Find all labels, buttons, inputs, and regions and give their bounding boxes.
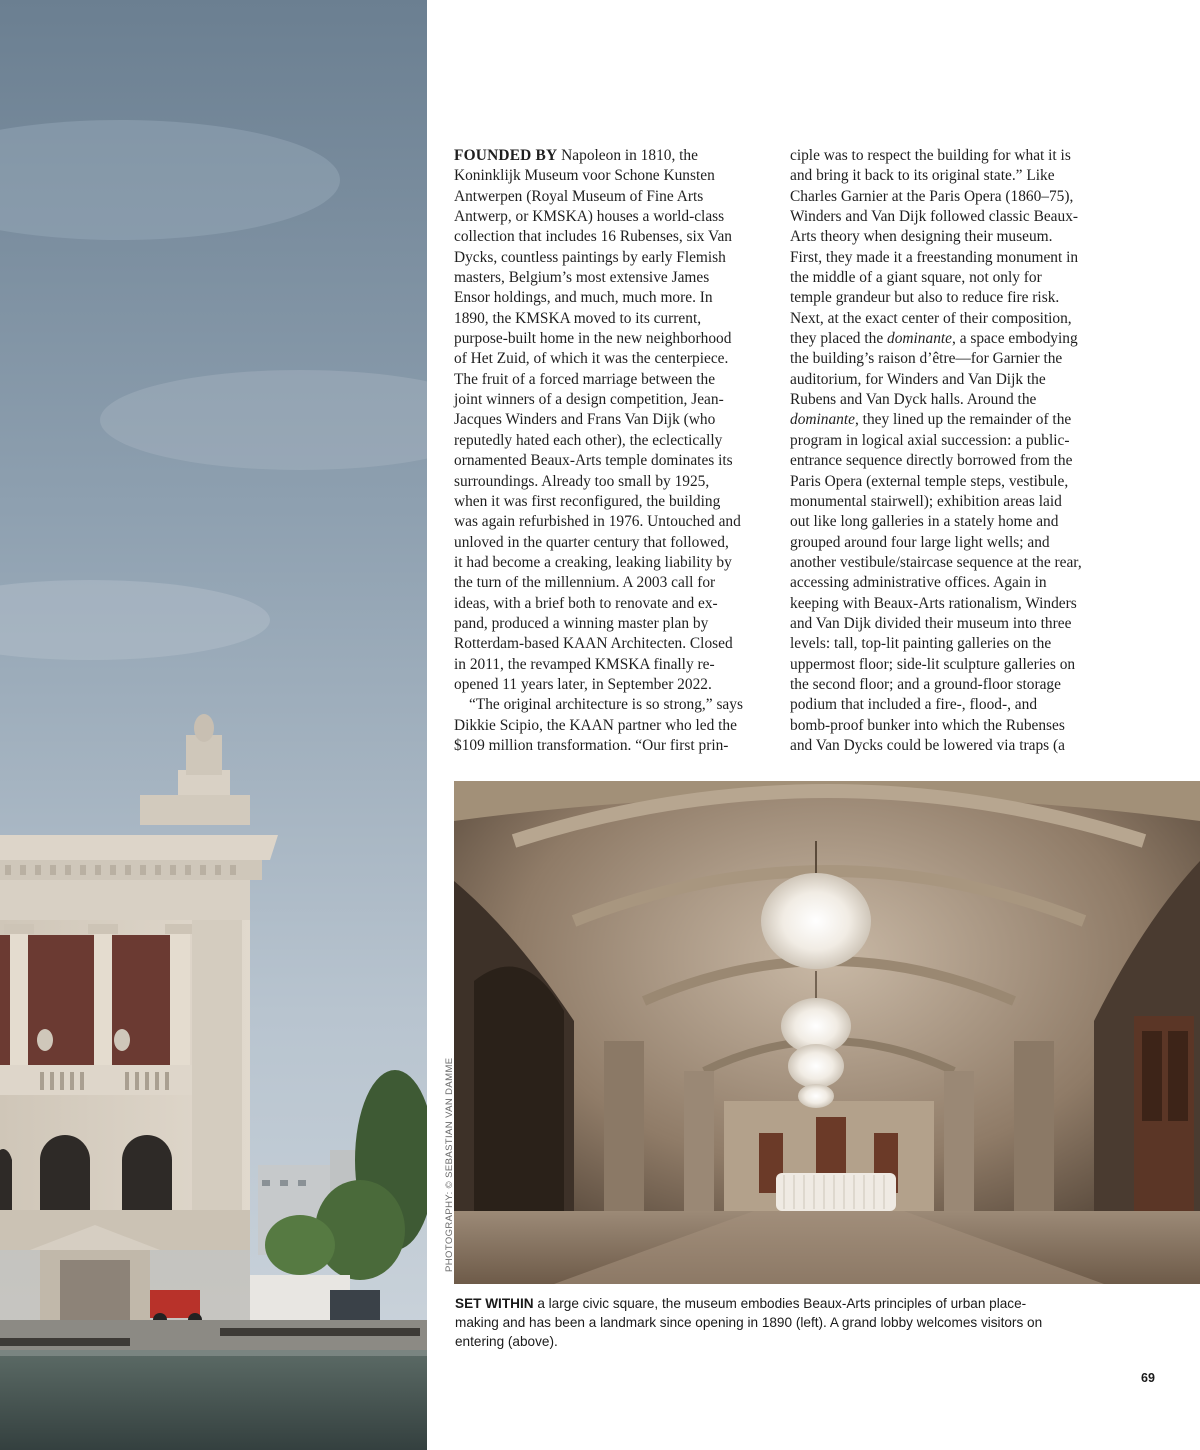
article-line <box>454 695 766 715</box>
article-line-text: out like long galleries in a stately home and <box>790 513 1059 531</box>
article-line-text: levels: tall, top-lit painting galleries on the <box>790 635 1052 653</box>
article-line <box>790 675 1102 695</box>
article-line-text: the middle of a giant square, not only for <box>790 269 1042 287</box>
article-line-text: Antwerpen (Royal Museum of Fine Arts <box>454 187 704 205</box>
article-line <box>454 146 766 166</box>
article-line-text: temple grandeur but also to reduce fire risk. <box>790 289 1060 307</box>
article-line <box>790 634 1102 654</box>
article-line-text: ciple was to respect the building for what it is <box>790 147 1071 164</box>
article-line <box>790 187 1102 207</box>
article-line-text: First, they made it a freestanding monument in <box>790 248 1079 266</box>
article-line <box>790 309 1102 329</box>
article-line <box>790 146 1102 166</box>
article-line <box>790 736 1102 756</box>
article-line-text: Paris Opera (external temple steps, vestibule, <box>790 472 1069 490</box>
article-line-text: they placed the <box>790 330 888 348</box>
page-number: 69 <box>1141 1371 1155 1385</box>
article-line <box>790 716 1102 736</box>
museum-lobby-photo <box>454 781 1200 1284</box>
article-line <box>454 594 766 614</box>
article-line-text: entrance sequence directly borrowed from the <box>790 452 1073 470</box>
article-line <box>454 634 766 654</box>
article-line <box>454 573 766 593</box>
article-line <box>454 553 766 573</box>
article-line-text: Rubens and Van Dyck halls. Around the <box>790 391 1037 409</box>
article-line <box>790 533 1102 553</box>
article-line-text: grouped around four large light wells; and <box>790 533 1050 551</box>
article-line <box>790 410 1102 430</box>
article-line-text: the building’s raison d’être—for Garnier the <box>790 350 1063 368</box>
article-line <box>790 573 1102 593</box>
article-line-text: $109 million transformation. “Our first prin- <box>454 736 729 754</box>
article-line <box>454 472 766 492</box>
article-line-text: podium that included a fire-, flood-, and <box>790 696 1038 714</box>
article-line-text: program in logical axial succession: a public- <box>790 431 1070 449</box>
article-line <box>790 472 1102 492</box>
article-line-text: when it was first reconfigured, the building <box>454 492 721 510</box>
caption-line-1 <box>455 1294 1145 1313</box>
article-line <box>790 431 1102 451</box>
article-line-text: Next, at the exact center of their composition, <box>790 309 1072 327</box>
article-line <box>790 492 1102 512</box>
article-line-text: and Van Dijk divided their museum into three <box>790 614 1072 632</box>
article-line <box>790 288 1102 308</box>
article-line <box>454 451 766 471</box>
article-line <box>790 512 1102 532</box>
article-line-text: accessing administrative offices. Again in <box>790 574 1047 592</box>
article-line <box>790 268 1102 288</box>
article-italic-term: dominante <box>790 411 855 429</box>
article-line-text: monumental stairwell); exhibition areas laid <box>790 492 1062 510</box>
article-line <box>454 207 766 227</box>
photo-caption <box>455 1294 1145 1351</box>
article-line-text: and bring it back to its original state.” Like <box>790 167 1055 185</box>
caption-line-2: making and has been a landmark since opening in 1890 (left). A grand lobby welcomes visitors on <box>455 1315 1043 1330</box>
article-line-text: Dycks, countless paintings by early Flemish <box>454 248 726 266</box>
article-line-text: ideas, with a brief both to renovate and ex- <box>454 594 718 612</box>
article-line <box>790 655 1102 675</box>
article-line <box>454 492 766 512</box>
article-line-text: auditorium, for Winders and Van Dijk the <box>790 370 1046 388</box>
article-line <box>790 451 1102 471</box>
article-line <box>790 207 1102 227</box>
article-line <box>454 248 766 268</box>
article-line-text: bomb-proof bunker into which the Rubenses <box>790 716 1065 734</box>
article-line-text: The fruit of a forced marriage between the <box>454 370 716 388</box>
caption-lead: SET WITHIN <box>455 1296 534 1311</box>
article-line <box>790 390 1102 410</box>
article-line-text: , a space embodying <box>952 330 1078 348</box>
article-line-text: it had become a creaking, leaking liability by <box>454 553 732 571</box>
article-line <box>454 268 766 288</box>
article-line <box>454 309 766 329</box>
article-line <box>454 370 766 390</box>
article-line-text: Dikkie Scipio, the KAAN partner who led the <box>454 716 737 734</box>
article-line <box>454 675 766 695</box>
article-line-text: opened 11 years later, in September 2022. <box>454 675 712 693</box>
article-lead-in: FOUNDED BY <box>454 147 558 164</box>
article-line-text: “The original architecture is so strong,” says <box>469 696 743 714</box>
article-column-2 <box>790 146 1102 756</box>
article-line <box>454 512 766 532</box>
article-line-text: 1890, the KMSKA moved to its current, <box>454 309 702 327</box>
article-line-text: unloved in the quarter century that followed, <box>454 533 729 551</box>
article-line-text: pand, produced a winning master plan by <box>454 614 709 632</box>
article-line-text: the second floor; and a ground-floor storage <box>790 675 1061 693</box>
article-line <box>454 166 766 186</box>
article-line <box>454 187 766 207</box>
article-line-text: and Van Dycks could be lowered via traps (a <box>790 736 1065 754</box>
article-line <box>790 248 1102 268</box>
museum-exterior-photo <box>0 0 427 1450</box>
article-line-text: Winders and Van Dijk followed classic Beaux- <box>790 208 1079 226</box>
article-line <box>454 716 766 736</box>
article-line <box>790 614 1102 634</box>
article-line <box>454 390 766 410</box>
article-line-text: was again refurbished in 1976. Untouched and <box>454 513 741 531</box>
article-line <box>790 695 1102 715</box>
article-line-text: joint winners of a design competition, Jean- <box>454 391 724 409</box>
article-line-text: Charles Garnier at the Paris Opera (1860–75), <box>790 187 1074 205</box>
article-line <box>790 329 1102 349</box>
article-italic-term: dominante <box>887 330 952 348</box>
article-line-text: of Het Zuid, of which it was the centerpiece. <box>454 350 729 368</box>
article-line <box>454 288 766 308</box>
article-column-1 <box>454 146 766 756</box>
article-line-text: collection that includes 16 Rubenses, six Van <box>454 228 732 246</box>
article-line-text: another vestibule/staircase sequence at the rear, <box>790 553 1082 571</box>
article-line <box>454 410 766 430</box>
article-line-text: Ensor holdings, and much, much more. In <box>454 289 713 307</box>
article-line <box>454 655 766 675</box>
article-line <box>454 431 766 451</box>
article-line <box>454 349 766 369</box>
article-line <box>454 329 766 349</box>
article-line <box>454 614 766 634</box>
caption-line-1-text: a large civic square, the museum embodies Beaux-Arts principles of urban place- <box>533 1296 1027 1311</box>
article-line-text: reputedly hated each other), the eclectically <box>454 431 723 449</box>
article-line-text: Koninklijk Museum voor Schone Kunsten <box>454 167 715 185</box>
article-line-text: , they lined up the remainder of the <box>854 411 1072 429</box>
article-line-text: in 2011, the revamped KMSKA finally re- <box>454 655 715 673</box>
article-line <box>454 533 766 553</box>
photo-credit: PHOTOGRAPHY: © SEBASTIAN VAN DAMME <box>444 1057 455 1272</box>
article-line-text: Arts theory when designing their museum. <box>790 228 1053 246</box>
article-line-text: keeping with Beaux-Arts rationalism, Winders <box>790 594 1077 612</box>
article-line-text: uppermost floor; side-lit sculpture galleries on <box>790 655 1076 673</box>
article-line-text: Rotterdam-based KAAN Architecten. Closed <box>454 635 733 653</box>
article-line <box>790 553 1102 573</box>
article-line-text: Jacques Winders and Frans Van Dijk (who <box>454 411 716 429</box>
article-line <box>790 349 1102 369</box>
article-line-text: Napoleon in 1810, the <box>557 147 698 164</box>
article-line <box>790 594 1102 614</box>
article-line <box>454 736 766 756</box>
article-line-text: Antwerp, or KMSKA) houses a world-class <box>454 208 725 226</box>
article-line <box>790 166 1102 186</box>
article-line <box>454 227 766 247</box>
article-line <box>790 227 1102 247</box>
article-line-text: ornamented Beaux-Arts temple dominates its <box>454 452 733 470</box>
caption-line-3: entering (above). <box>455 1334 558 1349</box>
article-line-text: masters, Belgium’s most extensive James <box>454 269 710 287</box>
article-line-text: surroundings. Already too small by 1925, <box>454 472 710 490</box>
article-line <box>790 370 1102 390</box>
article-line-text: the turn of the millennium. A 2003 call for <box>454 574 716 592</box>
article-line-text: purpose-built home in the new neighborhood <box>454 330 732 348</box>
